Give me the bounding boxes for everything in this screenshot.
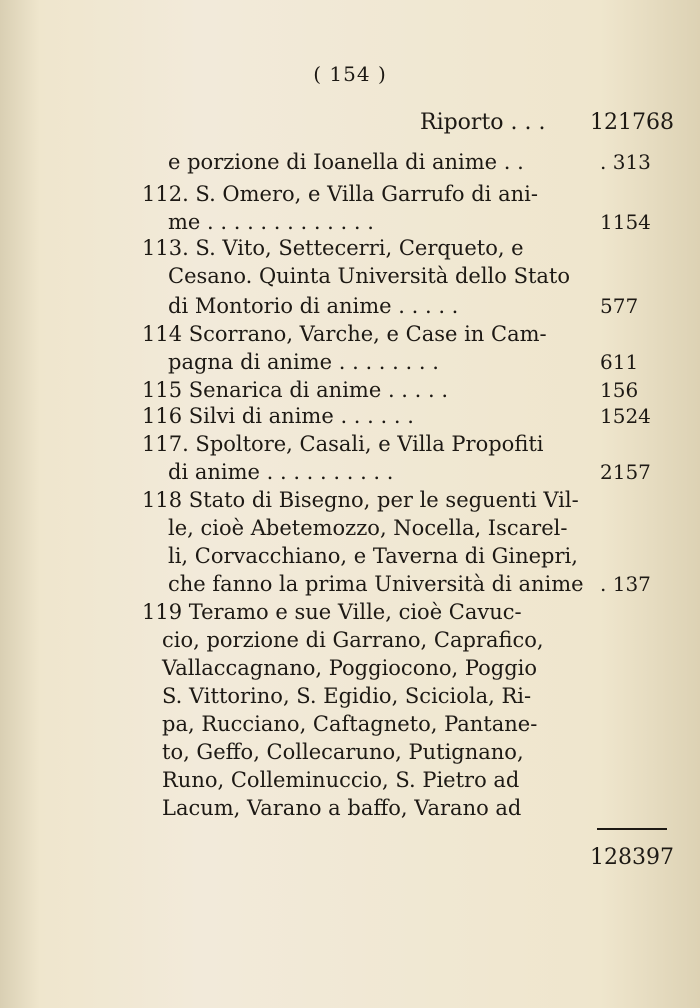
line-text: 118 Stato di Bisegno, per le seguenti Vil- xyxy=(142,488,579,512)
line-text: e porzione di Ioanella di anime . . xyxy=(168,150,524,174)
line-text: pa, Rucciano, Caftagneto, Pantane- xyxy=(162,712,538,736)
line-text: Vallaccagnano, Poggiocono, Poggio xyxy=(162,656,538,680)
line-number: . 137 xyxy=(600,572,651,596)
line-text: 112. S. Omero, e Villa Garrufo di ani- xyxy=(142,182,538,206)
line-number: 577 xyxy=(600,294,639,318)
line-text: 117. Spoltore, Casali, e Villa Propofiti xyxy=(142,432,544,456)
carry-forward-value: 121768 xyxy=(590,110,674,135)
line-text: S. Vittorino, S. Egidio, Sciciola, Ri- xyxy=(162,684,532,708)
line-number: 156 xyxy=(600,378,639,402)
page-total: 128397 xyxy=(590,845,674,870)
line-text: cio, porzione di Garrano, Caprafico, xyxy=(162,628,544,652)
line-text: Cesano. Quinta Università dello Stato xyxy=(168,264,571,288)
line-text: 119 Teramo e sue Ville, cioè Cavuc- xyxy=(142,600,522,624)
line-text: 115 Senarica di anime . . . . . xyxy=(142,378,449,402)
line-number: 1524 xyxy=(600,404,651,428)
page-number: ( 154 ) xyxy=(313,62,387,86)
line-number: 2157 xyxy=(600,460,651,484)
line-text: le, cioè Abetemozzo, Nocella, Iscarel- xyxy=(168,516,568,540)
line-text: di Montorio di anime . . . . . xyxy=(168,294,459,318)
line-text: pagna di anime . . . . . . . . xyxy=(168,350,439,374)
line-text: Runo, Colleminuccio, S. Pietro ad xyxy=(162,768,520,792)
line-number: 1154 xyxy=(600,210,651,234)
line-text: di anime . . . . . . . . . . xyxy=(168,460,394,484)
sum-rule xyxy=(597,828,667,830)
line-text: to, Geffo, Collecaruno, Putignano, xyxy=(162,740,524,764)
line-text: 114 Scorrano, Varche, e Case in Cam- xyxy=(142,322,547,346)
line-number: . 313 xyxy=(600,150,651,174)
line-text: li, Corvacchiano, e Taverna di Ginepri, xyxy=(168,544,578,568)
line-text: che fanno la prima Università di anime xyxy=(168,572,584,596)
line-number: 611 xyxy=(600,350,639,374)
line-text: 113. S. Vito, Settecerri, Cerqueto, e xyxy=(142,236,524,260)
line-text: Lacum, Varano a baffo, Varano ad xyxy=(162,796,522,820)
line-text: 116 Silvi di anime . . . . . . xyxy=(142,404,414,428)
carry-forward-label: Riporto . . . xyxy=(420,110,546,135)
line-text: me . . . . . . . . . . . . . xyxy=(168,210,374,234)
